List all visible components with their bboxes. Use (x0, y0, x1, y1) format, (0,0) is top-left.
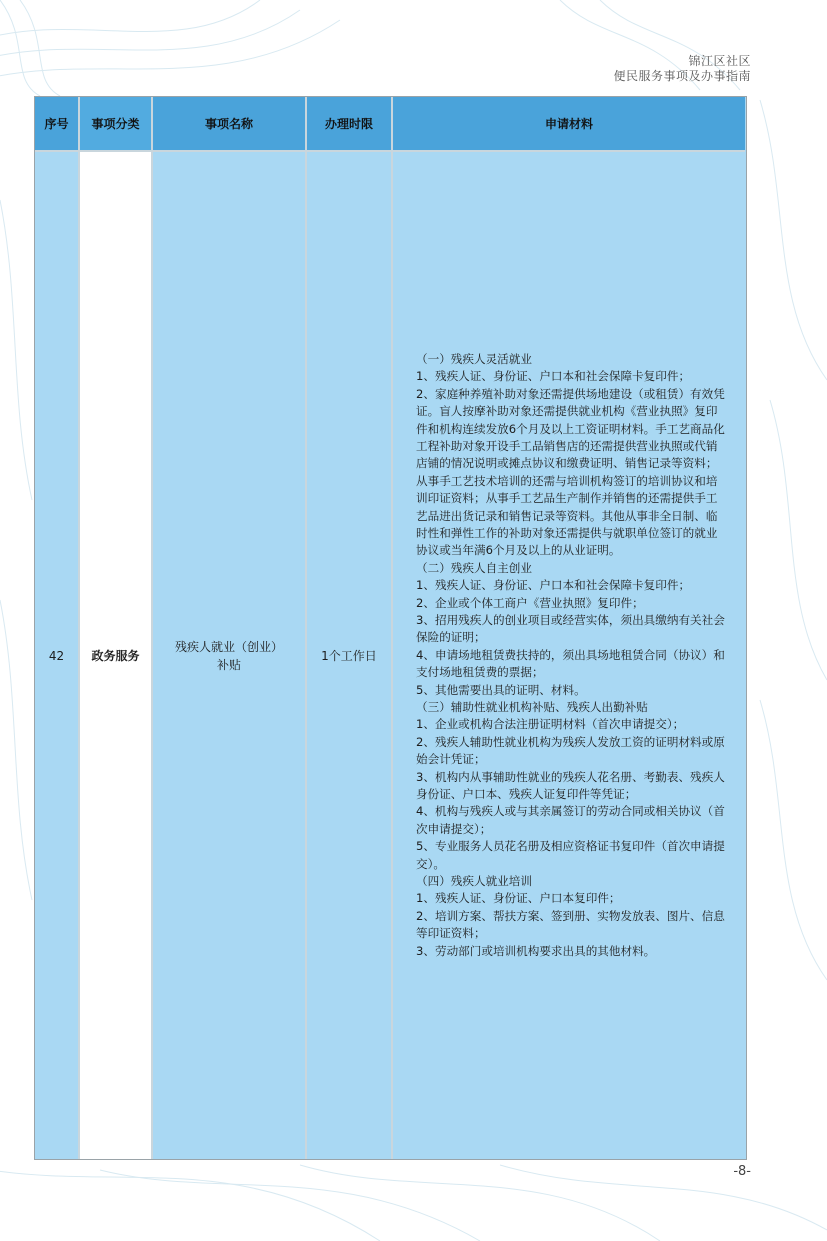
header-community: 锦江区社区 (688, 54, 751, 68)
materials-line: 4、机构与残疾人或与其亲属签订的劳动合同或相关协议（首次申请提交）； (416, 804, 725, 836)
materials-line: 3、招用残疾人的创业项目或经营实体，须出具缴纳有关社会保险的证明； (416, 612, 725, 645)
cell-materials (393, 152, 745, 1159)
materials-line: 3、机构内从事辅助性就业的残疾人花名册、考勤表、残疾人身份证、户口本、残疾人证复印件等凭证； (416, 769, 725, 802)
materials-line: （三）辅助性就业机构补贴、残疾人出勤补贴 (416, 700, 648, 715)
materials-line: 1、企业或机构合法注册证明材料（首次申请提交）； (416, 717, 685, 732)
header-guide-title: 便民服务事项及办事指南 (613, 69, 751, 83)
materials-line: （二）残疾人自主创业 (416, 560, 532, 575)
materials-line: 2、残疾人辅助性就业机构为残疾人发放工资的证明材料或原始会计凭证； (416, 734, 725, 767)
materials-line: 3、劳动部门或培训机构要求出具的其他材料。 (416, 943, 656, 958)
materials-line: 2、培训方案、帮扶方案、签到册、实物发放表、图片、信息等印证资料； (416, 908, 725, 941)
col-header-name: 事项名称 (153, 97, 307, 152)
cell-category: 政务服务 (80, 152, 153, 1159)
materials-line: 1、残疾人证、身份证、户口本和社会保障卡复印件； (416, 578, 691, 593)
materials-line: （一）残疾人灵活就业 (416, 351, 532, 366)
materials-line: 1、残疾人证、身份证、户口本复印件； (416, 891, 621, 906)
col-header-materials: 申请材料 (393, 97, 745, 152)
materials-line: 2、企业或个体工商户《营业执照》复印件； (416, 595, 644, 610)
cell-name: 残疾人就业（创业）补贴 (153, 152, 307, 1159)
materials-list (416, 351, 727, 960)
col-header-seq: 序号 (35, 97, 80, 152)
materials-line: 1、残疾人证、身份证、户口本和社会保障卡复印件； (416, 369, 691, 384)
materials-line: （四）残疾人就业培训 (416, 874, 532, 889)
cell-time-limit: 1个工作日 (307, 152, 393, 1159)
page-header (613, 54, 751, 84)
page-number: -8- (733, 1164, 751, 1179)
cell-seq: 42 (35, 152, 80, 1159)
col-header-category: 事项分类 (80, 97, 153, 152)
materials-line: 4、申请场地租赁费扶持的，须出具场地租赁合同（协议）和支付场地租赁费的票据； (416, 647, 725, 680)
materials-line: 5、其他需要出具的证明、材料。 (416, 682, 586, 697)
materials-line: 2、家庭种养殖补助对象还需提供场地建设（或租赁）有效凭证。盲人按摩补助对象还需提供就业机构《营业执照》复印件和机构连续发放6个月及以上工资证明材料。手工艺商品化工程补助对象开设手工品销售店的还需提供营业执照或代销店铺的情况说明或摊点协议和缴费证明、销售记录等资料；从事手工艺技术培训的还需与培训机构签订的培训协议和培训印证资料；从事手工艺品生产制作并销售的还需提供手工艺品进出货记录和销售记录等资料。其他从事非全日制、临时性和弹性工作的补助对象还需提供与就职单位签订的就业协议或当年满6个月及以上的从业证明。 (416, 386, 725, 558)
service-table (34, 96, 747, 1160)
materials-line: 5、专业服务人员花名册及相应资格证书复印件（首次申请提交）。 (416, 839, 725, 871)
col-header-time-limit: 办理时限 (307, 97, 393, 152)
